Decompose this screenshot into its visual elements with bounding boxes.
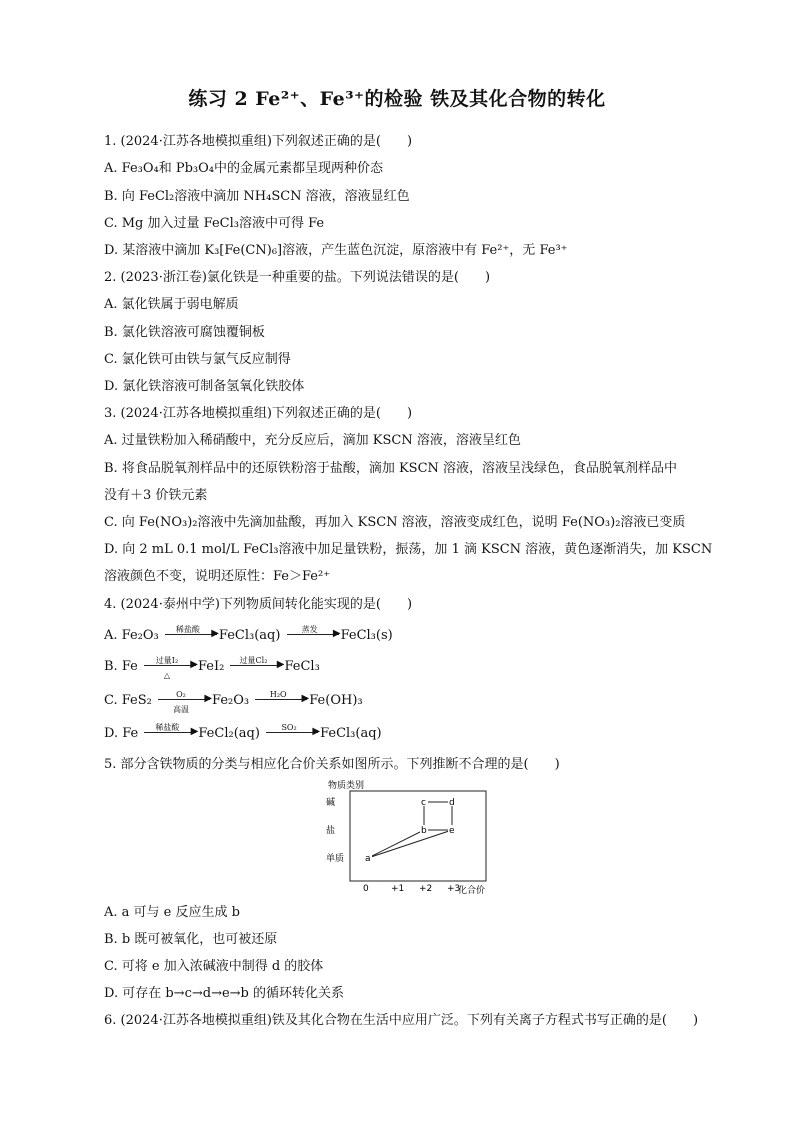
q2-option-c: C. 氯化铁可由铁与氯气反应制得: [104, 352, 291, 367]
x-tick-label: 0: [363, 884, 369, 894]
point-label-c: c: [421, 798, 426, 808]
q4-b-cond1-below: △: [163, 671, 171, 680]
diagram-frame: [350, 791, 486, 881]
q1-option-c: C. Mg 加入过量 FeCl₃溶液中可得 Fe: [104, 216, 325, 231]
point-label-d: d: [449, 798, 455, 808]
q4-b-cond1: 过量I₂: [155, 656, 179, 665]
q4-a-start: A. Fe₂O₃: [104, 628, 159, 643]
q6-stem: 6. (2024·江苏各地模拟重组)铁及其化合物在生活中应用广泛。下列有关离子方程式书写正确的是( ): [104, 1013, 699, 1028]
q4-c-mid: Fe₂O₃: [212, 693, 250, 708]
diagram-svg: [318, 778, 508, 896]
q3-option-d-line2: 溶液颜色不变，说明还原性：Fe＞Fe²⁺: [104, 569, 331, 584]
q4-stem: 4. (2024·泰州中学)下列物质间转化能实现的是( ): [104, 597, 413, 612]
q4-option-a: [104, 625, 724, 645]
q4-a-end: FeCl₃(s): [340, 628, 393, 643]
connector-line: [368, 830, 424, 858]
reaction-arrow: 过量I₂ ▶ △: [144, 656, 196, 674]
q4-b-mid: FeI₂: [197, 659, 225, 674]
reaction-arrow: SO₂ ▶: [266, 723, 318, 741]
q4-c-end: Fe(OH)₃: [309, 693, 363, 708]
q4-d-start: D. Fe: [104, 726, 139, 741]
reaction-arrow: 稀盐酸 ▶: [144, 723, 196, 741]
q5-option-b: B. b 既可被氧化，也可被还原: [104, 932, 278, 947]
q4-d-cond1: 稀盐酸: [155, 723, 180, 732]
q4-c-cond1-below: 高温: [173, 705, 190, 714]
x-axis-title: 化合价: [458, 886, 486, 896]
q5-option-c: C. 可将 e 加入浓碱液中制得 d 的胶体: [104, 959, 324, 974]
x-tick-label: +1: [391, 884, 405, 894]
q2-option-b: B. 氯化铁溶液可腐蚀覆铜板: [104, 325, 265, 340]
x-tick-label: +3: [447, 884, 461, 894]
q2-option-a: A. 氯化铁属于弱电解质: [104, 297, 239, 312]
point-label-a: a: [365, 854, 371, 864]
q4-option-c: [104, 690, 724, 714]
reaction-arrow: 蒸发 ▶: [287, 625, 339, 643]
connector-line: [368, 830, 452, 858]
q4-d-cond2: SO₂: [281, 723, 297, 732]
q4-option-b: [104, 656, 724, 680]
y-category-label: 碱: [326, 798, 336, 808]
q4-d-end: FeCl₃(aq): [320, 726, 382, 741]
q3-option-a: A. 过量铁粉加入稀硝酸中，充分反应后，滴加 KSCN 溶液，溶液呈红色: [104, 433, 521, 448]
q4-a-cond1: 稀盐酸: [175, 625, 200, 634]
reaction-arrow: 过量Cl₂ ▶: [230, 656, 282, 674]
q2-option-d: D. 氯化铁溶液可制备氢氧化铁胶体: [104, 379, 305, 394]
q4-c-cond2: H₂O: [269, 690, 287, 699]
q4-option-d: [104, 723, 724, 743]
q4-c-start: C. FeS₂: [104, 693, 152, 708]
q4-a-mid: FeCl₃(aq): [218, 628, 281, 643]
q3-option-b-line2: 没有＋3 价铁元素: [104, 488, 208, 503]
q1-option-b: B. 向 FeCl₂溶液中滴加 NH₄SCN 溶液，溶液显红色: [104, 189, 410, 204]
q4-b-start: B. Fe: [104, 659, 138, 674]
q4-d-mid: FeCl₂(aq): [198, 726, 260, 741]
reaction-arrow: 稀盐酸 ▶: [165, 625, 217, 643]
q5-stem: 5. 部分含铁物质的分类与相应化合价关系如图所示。下列推断不合理的是( ): [104, 757, 560, 772]
valence-class-diagram: [318, 778, 508, 896]
q4-b-end: FeCl₃: [284, 659, 320, 674]
point-label-b: b: [421, 826, 427, 836]
y-category-label: 盐: [326, 826, 336, 836]
x-tick-label: +2: [419, 884, 433, 894]
reaction-arrow: O₂ ▶ 高温: [158, 690, 210, 708]
q2-stem: 2. (2023·浙江卷)氯化铁是一种重要的盐。下列说法错误的是( ): [104, 270, 491, 285]
q4-b-cond2: 过量Cl₂: [239, 656, 268, 665]
q4-a-cond2: 蒸发: [301, 625, 318, 634]
page-title: 练习 2 Fe²⁺、Fe³⁺的检验 铁及其化合物的转化: [188, 88, 606, 110]
q4-c-cond1: O₂: [176, 690, 186, 699]
q1-stem: 1. (2024·江苏各地模拟重组)下列叙述正确的是( ): [104, 134, 413, 149]
q3-stem: 3. (2024·江苏各地模拟重组)下列叙述正确的是( ): [104, 406, 413, 421]
q3-option-d-line1: D. 向 2 mL 0.1 mol/L FeCl₃溶液中加足量铁粉，振荡，加 1 滴 KSCN 溶液，黄色逐渐消失，加 KSCN: [104, 542, 713, 557]
q1-option-d: D. 某溶液中滴加 K₃[Fe(CN)₆]溶液，产生蓝色沉淀，原溶液中有 Fe²⁺，无 Fe³⁺: [104, 243, 568, 258]
q1-option-a: A. Fe₃O₄和 Pb₃O₄中的金属元素都呈现两种价态: [104, 161, 384, 176]
q3-option-b-line1: B. 将食品脱氧剂样品中的还原铁粉溶于盐酸，滴加 KSCN 溶液，溶液呈浅绿色，食品脱氧剂样品中: [104, 461, 678, 476]
point-label-e: e: [449, 826, 455, 836]
q3-option-c: C. 向 Fe(NO₃)₂溶液中先滴加盐酸，再加入 KSCN 溶液，溶液变成红色，说明 Fe(NO₃)₂溶液已变质: [104, 515, 686, 530]
y-axis-title: 物质类别: [328, 781, 365, 791]
q5-option-a: A. a 可与 e 反应生成 b: [104, 905, 240, 920]
reaction-arrow: H₂O ▶: [255, 690, 307, 708]
q5-option-d: D. 可存在 b→c→d→e→b 的循环转化关系: [104, 986, 344, 1001]
y-category-label: 单质: [326, 854, 345, 864]
